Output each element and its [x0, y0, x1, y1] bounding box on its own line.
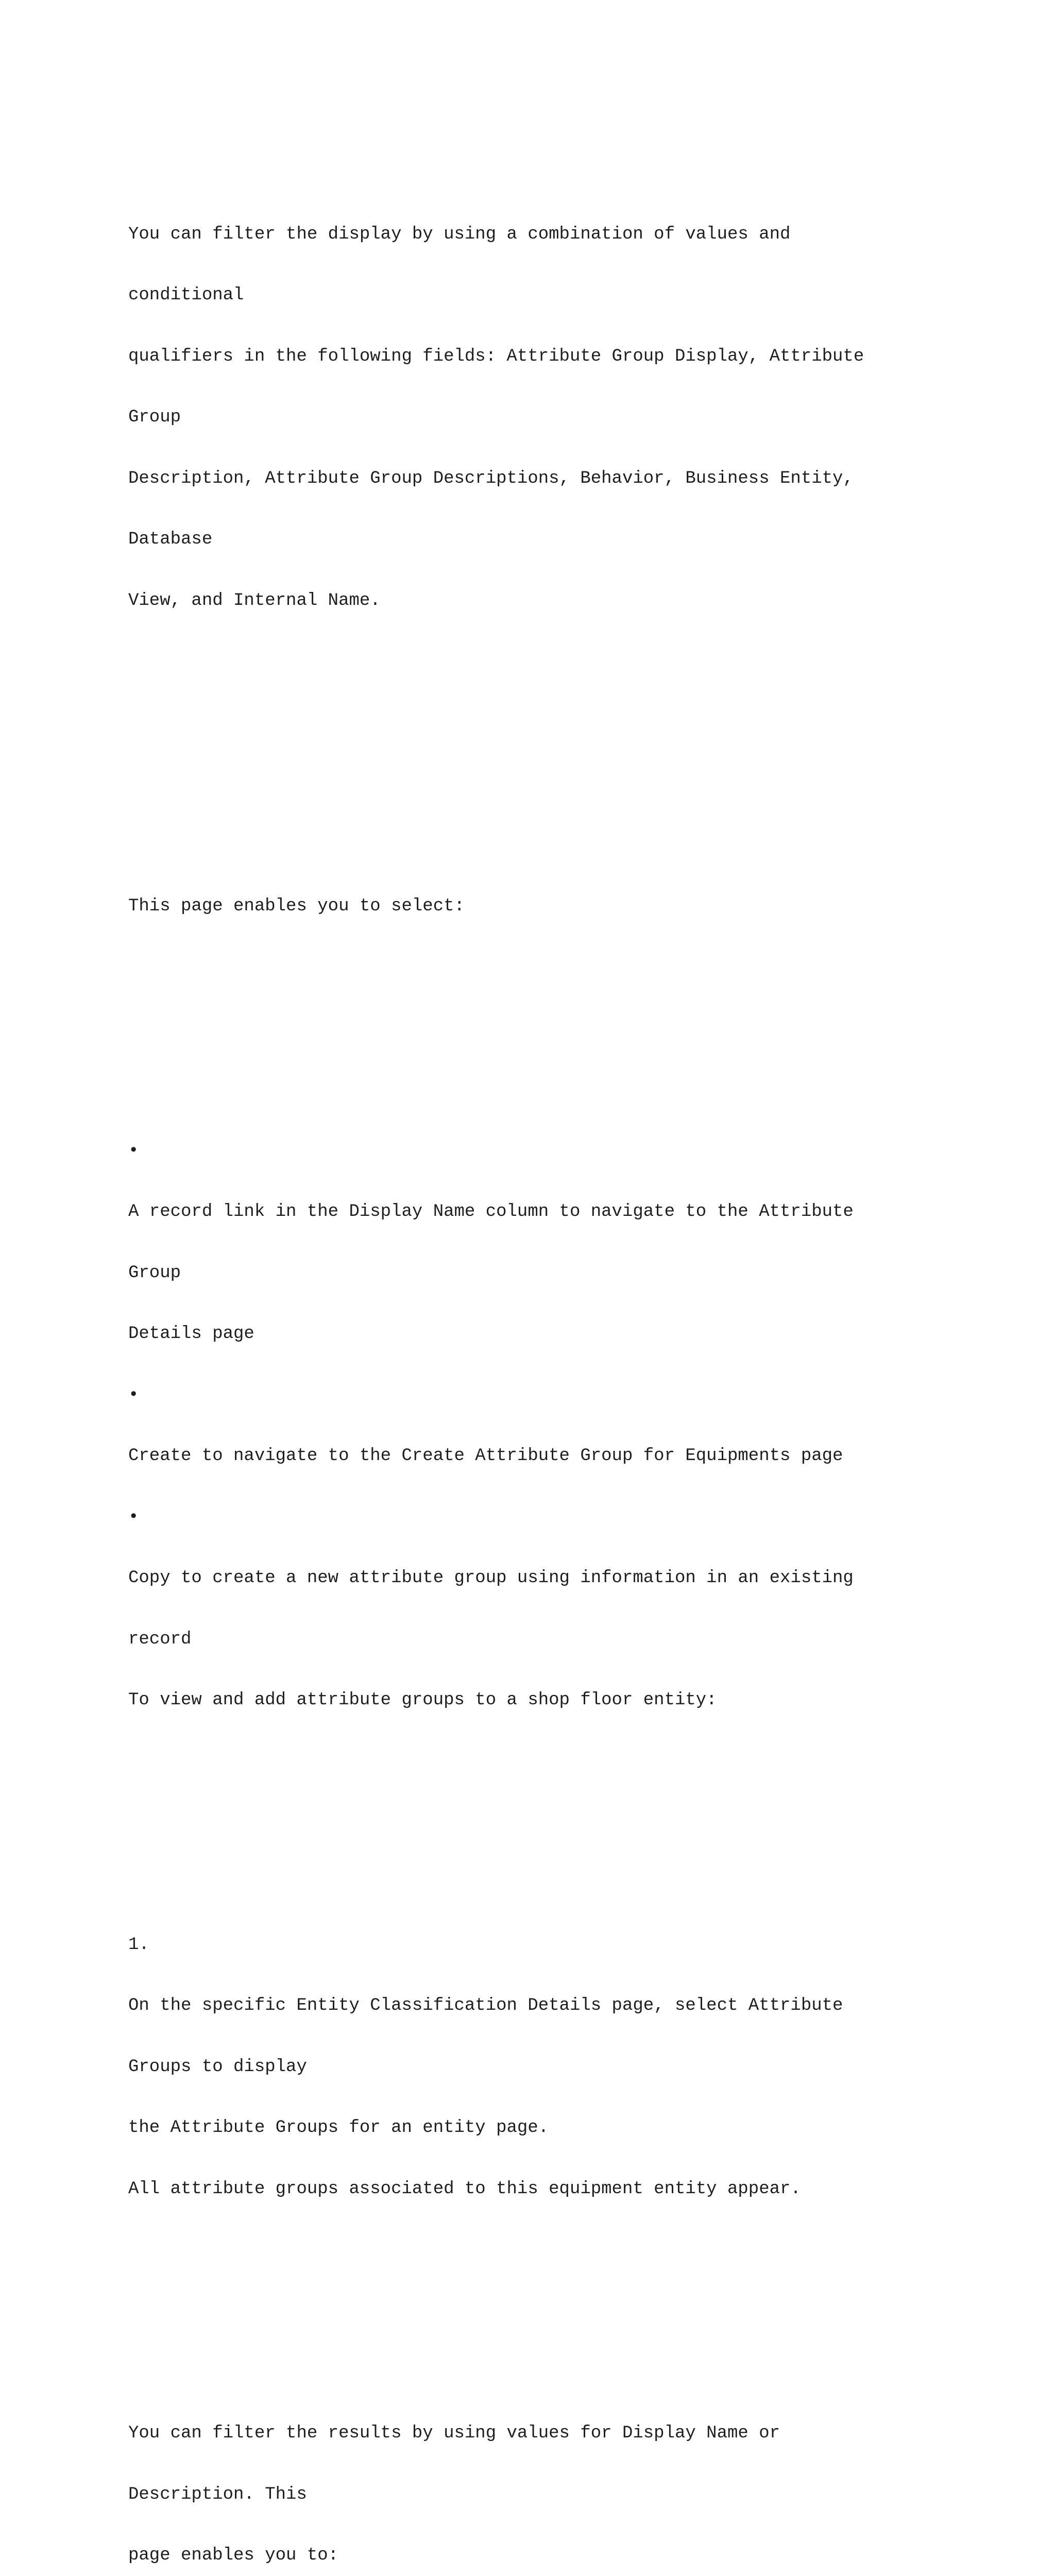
- text-line: Database: [128, 530, 213, 549]
- text-line: the Attribute Groups for an entity page.: [128, 2118, 549, 2138]
- text-line: This page enables you to select:: [128, 896, 465, 916]
- text-line: View, and Internal Name.: [128, 590, 381, 611]
- paragraph-filter-display: [128, 184, 1035, 652]
- text-line: A record link in the Display Name column to navigate to the Attribute: [128, 1202, 854, 1222]
- text-line: Create to navigate to the Create Attribute Group for Equipments page: [128, 1446, 843, 1466]
- text-line: All attribute groups associated to this equipment entity appear.: [128, 2179, 801, 2199]
- text-line: page enables you to:: [128, 2546, 339, 2565]
- list-select-options: [128, 1100, 1035, 1752]
- text-line: On the specific Entity Classification Details page, select Attribute: [128, 1996, 843, 2015]
- paragraph-page-enables-select: [128, 856, 1035, 958]
- document-text: [128, 123, 1035, 2576]
- bullet: •: [128, 1385, 139, 1405]
- text-line: Group: [128, 1263, 181, 1283]
- text-line: Description, Attribute Group Descriptions, Behavior, Business Entity,: [128, 468, 854, 488]
- text-line: Description. This: [128, 2484, 307, 2504]
- spacer: [128, 1019, 1035, 1039]
- bullet: •: [128, 1141, 139, 1161]
- text-line: record: [128, 1629, 192, 1649]
- spacer: [128, 1812, 1035, 1833]
- text-line: Details page: [128, 1324, 254, 1344]
- text-line: To view and add attribute groups to a shop floor entity:: [128, 1690, 717, 1710]
- numbered-steps: [128, 1894, 1035, 2241]
- text-line: Copy to create a new attribute group using information in an existing: [128, 1568, 854, 1588]
- text-line: You can filter the display by using a combination of values and: [128, 224, 791, 244]
- text-line: conditional: [128, 285, 244, 305]
- spacer: [128, 2301, 1035, 2322]
- text-line: qualifiers in the following fields: Attribute Group Display, Attribute: [128, 346, 864, 366]
- step-number: 1.: [128, 1935, 149, 1955]
- text-line: You can filter the results by using values for Display Name or: [128, 2424, 780, 2443]
- spacer: [128, 774, 1035, 795]
- paragraph-filter-results: [128, 2383, 1035, 2576]
- text-line: Group: [128, 408, 181, 427]
- spacer: [128, 713, 1035, 734]
- bullet: •: [128, 1507, 139, 1527]
- text-line: Groups to display: [128, 2057, 307, 2077]
